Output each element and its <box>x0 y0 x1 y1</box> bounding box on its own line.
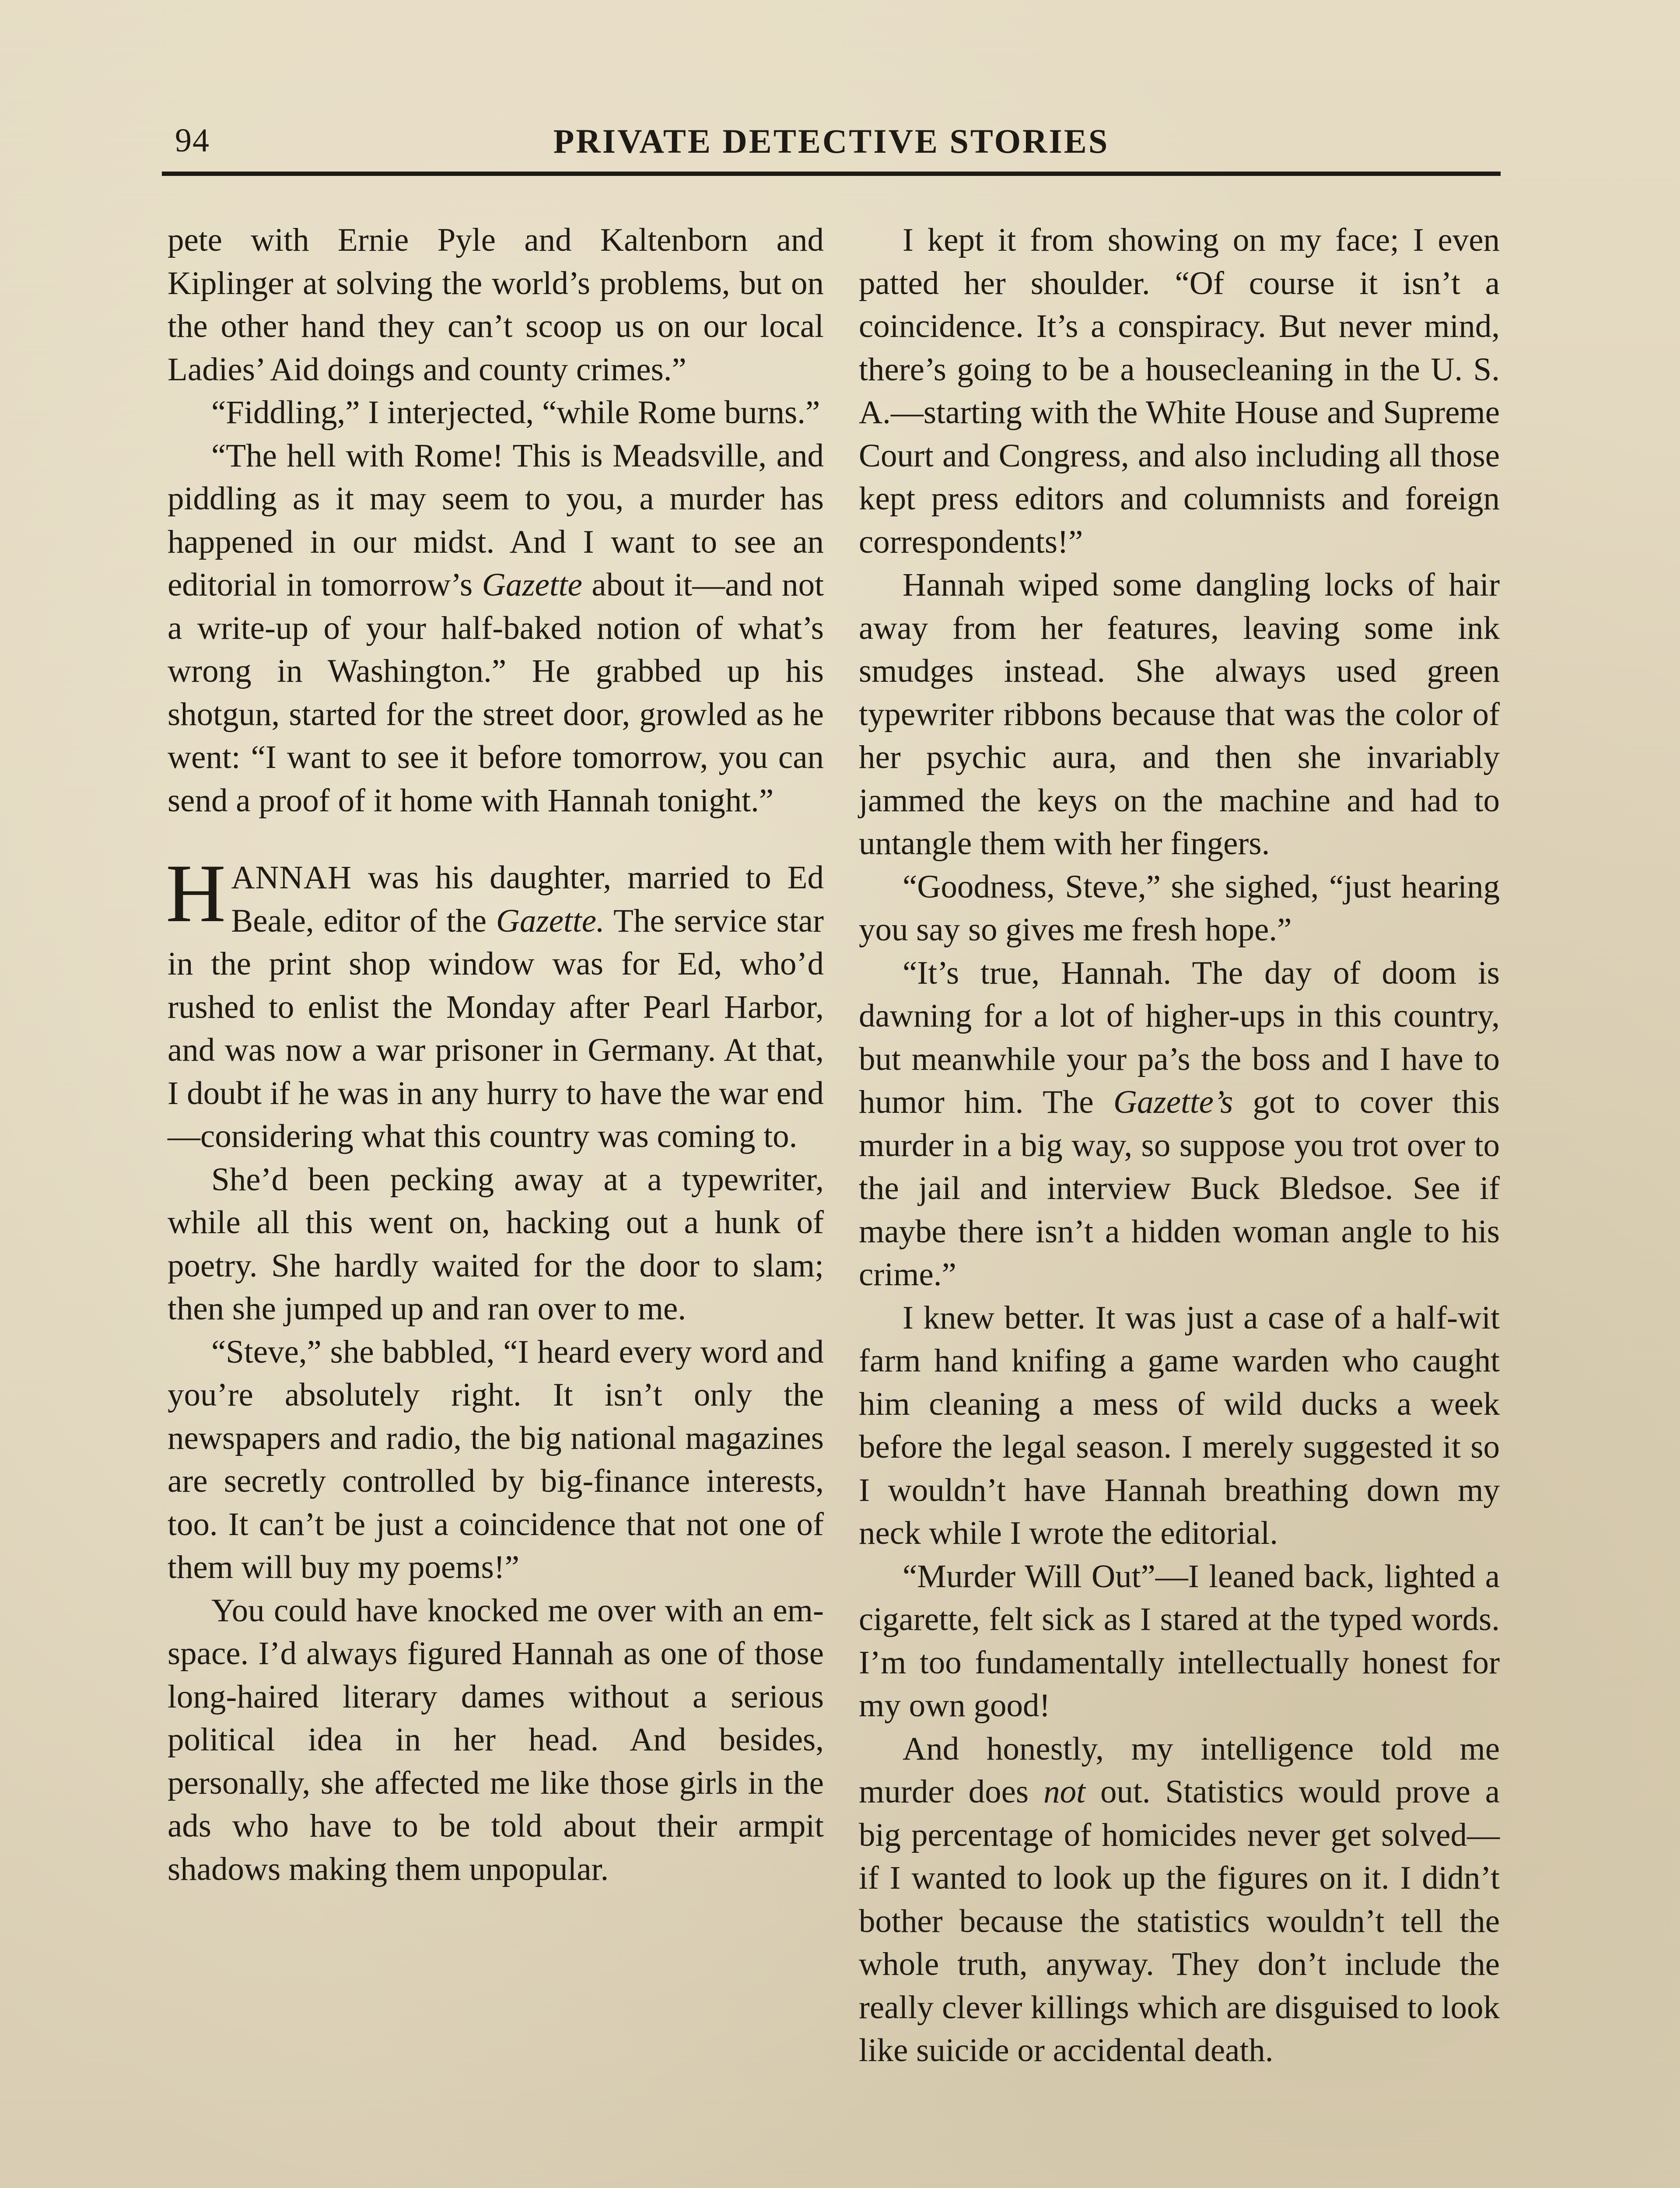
paragraph: Hannah wiped some dangling locks of hair away from her features, leaving some ink smudges instead. She always used green typewriter ribbons because that was the color of her psychic aura, and then she invariably jammed the keys on the machine and had to untangle them with her fingers. <box>859 567 1500 862</box>
paragraph: “Steve,” she babbled, “I heard every word and you’re absolutely right. It isn’t only the newspapers and radio, the big national magazines are secretly controlled by big-finance interests, too. It can’t be just a coincidence that not one of them will buy my poems!” <box>168 1333 824 1585</box>
text-run: “It’s true, Hannah. The day of doom is dawning for a lot of higher-ups in this country, but meanwhile your pa’s the boss and I have to humor him. The <box>859 954 1500 1120</box>
paragraph: I kept it from showing on my face; I even patted her shoulder. “Of course it isn’t a coincidence. It’s a conspiracy. But never mind, there’s going to be a housecleaning in the U. S. A.—starting with the White House and Supreme Court and Congress, and also including all those kept press editors and columnists and foreign correspondents!” <box>859 222 1500 560</box>
italic-text: Gazette <box>482 567 582 603</box>
text-run: out. Statistics would prove a big percentage of homicides never get solved—if I wanted to look up the figures on it. I didn’t bother because the statistics wouldn’t tell the whole truth, anyway. They don’t include the really clever killings which are disguised to look like suicide or accidental death. <box>859 1774 1500 2069</box>
italic-text: Gazette. <box>496 902 605 939</box>
page-header <box>162 113 1501 174</box>
italic-text: Gazette’s <box>1113 1084 1233 1120</box>
section-start-paragraph <box>166 848 824 1158</box>
paragraph <box>168 435 824 823</box>
paragraph: “Fiddling,” I interjected, “while Rome burns.” <box>211 394 820 431</box>
paragraph: pete with Ernie Pyle and Kaltenborn and Kiplinger at solving the world’s problems, but on the other hand they can’t scoop us on our local Ladies’ Aid doings and county crimes.” <box>168 222 824 388</box>
left-column <box>168 219 824 1891</box>
text-run: And honestly, my intelligence told me murder does <box>859 1730 1500 1810</box>
paragraph: She’d been pecking away at a typewriter, while all this went on, hacking out a hunk of poetry. She hardly waited for the door to slam; then she jumped up and ran over to me. <box>168 1161 824 1327</box>
running-title: PRIVATE DETECTIVE STORIES <box>553 122 1110 160</box>
paragraph: I knew better. It was just a case of a half-wit farm hand knifing a game warden who caught him cleaning a mess of wild ducks a week before the legal season. I merely suggested it so I wouldn’t have Hannah breathing down my neck while I wrote the editorial. <box>859 1299 1500 1551</box>
header-rule <box>162 172 1501 176</box>
italic-text: not <box>1043 1774 1085 1810</box>
text-run: The service star in the print shop window was for Ed, who’d rushed to enlist the Monday after Pearl Harbor, and was now a war prisoner in Germany. At that, I doubt if he was in any hurry to have the war end—considering what this country was coming to. <box>168 902 824 1154</box>
text-run: about it—and not a write-up of your half-baked notion of what’s wrong in Washington.” He grabbed up his shotgun, started for the street door, growled as he went: “I want to see it before tomorrow, you can send a proof of it home with Hannah tonight.” <box>168 567 824 819</box>
paragraph: You could have knocked me over with an em-space. I’d always figured Hannah as one of those long-haired literary dames without a serious political idea in her head. And besides, personally, she affected me like those girls in the ads who have to be told about their armpit shadows making them unpopular. <box>168 1592 824 1887</box>
small-caps-text: ANNAH <box>231 859 352 896</box>
right-column <box>859 219 1500 2072</box>
text-run: “The hell with Rome! This is Meadsville, and piddling as it may seem to you, a murder has happened in our midst. And I want to see an editorial in tomorrow’s <box>168 437 824 603</box>
text-run: was his daughter, married to Ed Beale, editor of the <box>231 859 824 939</box>
paragraph <box>859 952 1500 1297</box>
page-number: 94 <box>175 122 210 159</box>
paragraph <box>859 1728 1500 2072</box>
paragraph: “Goodness, Steve,” she sighed, “just hearing you say so gives me fresh hope.” <box>859 868 1500 948</box>
paragraph: “Murder Will Out”—I leaned back, lighted a cigarette, felt sick as I stared at the typed words. I’m too fundamentally intellectually honest for my own good! <box>859 1558 1500 1724</box>
text-run: got to cover this murder in a big way, so suppose you trot over to the jail and interview Buck Bledsoe. See if maybe there isn’t a hidden woman angle to his crime.” <box>859 1084 1500 1293</box>
drop-cap: H <box>166 848 226 940</box>
